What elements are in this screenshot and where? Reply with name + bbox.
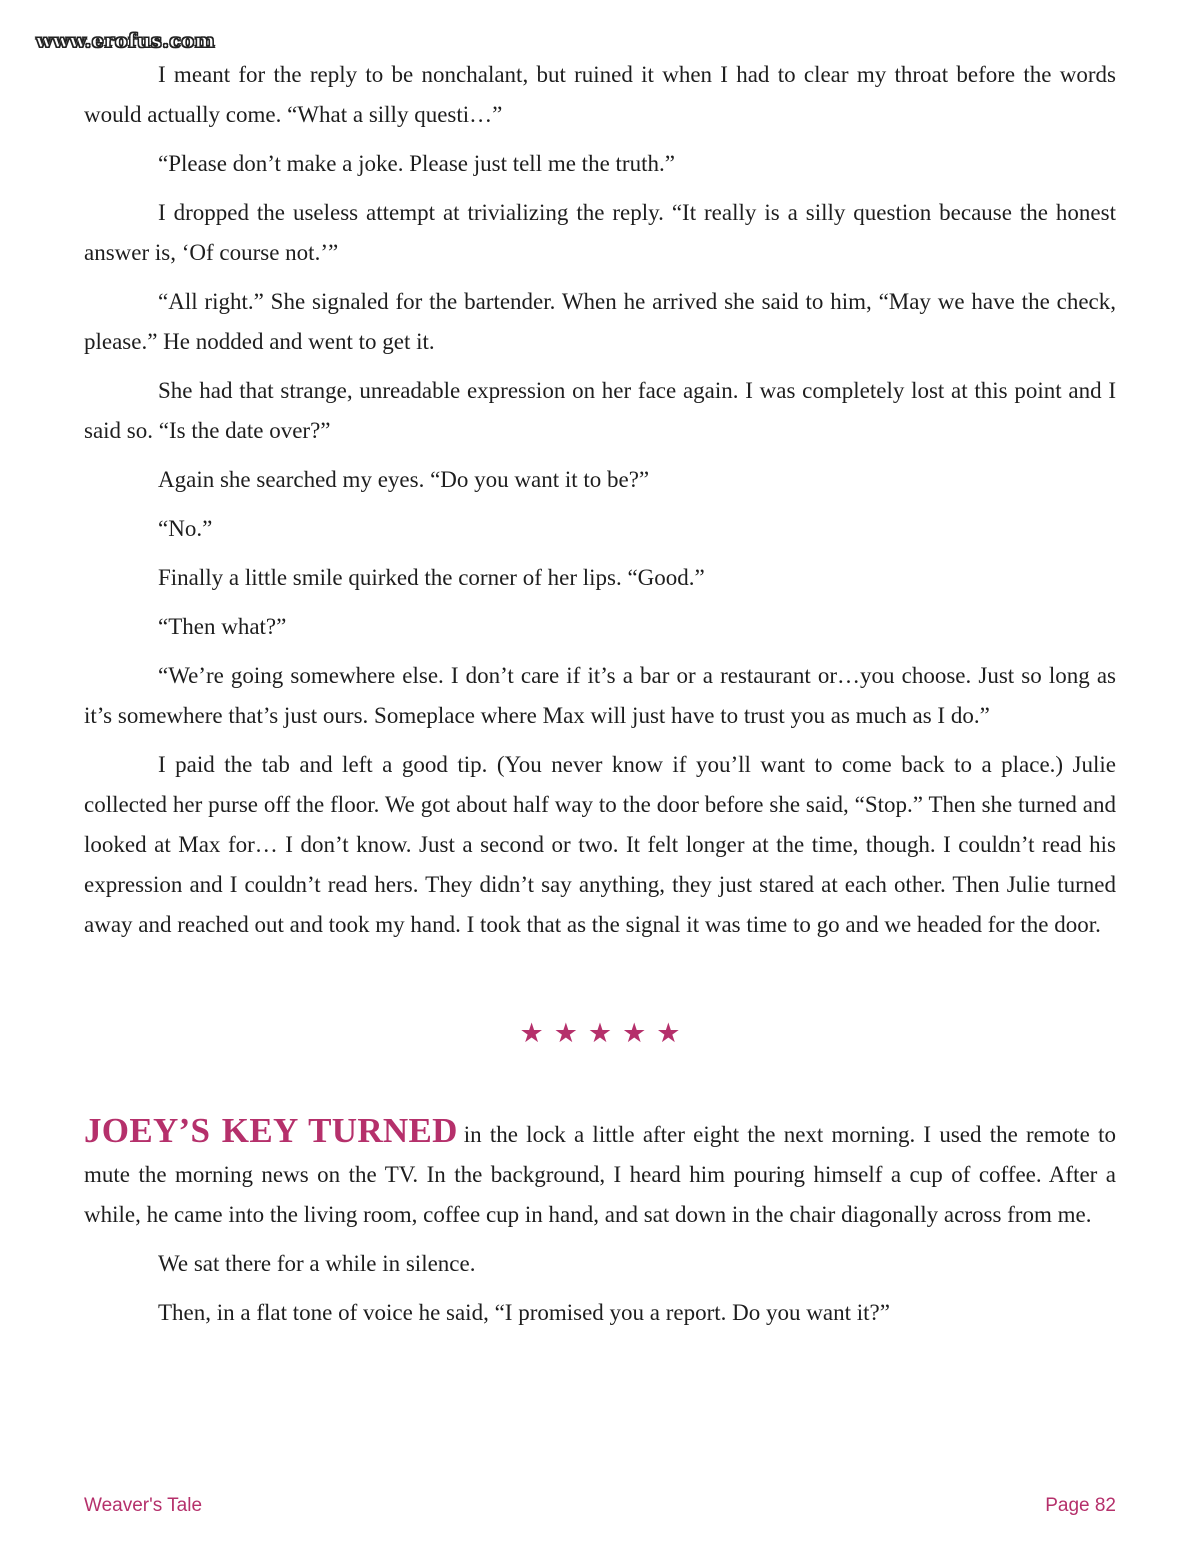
section-opening-text: in the lock a little after eight the next morning. I used the remote to mute the morning news on the TV. In the background, I heard him pouring himself a cup of coffee. After a while, he came into the living room, coffee cup in hand, and sat down in the chair diagonally across from me.: [84, 1122, 1116, 1227]
paragraph: We sat there for a while in silence.: [158, 1251, 476, 1276]
section-lead-in: JOEY’S KEY TURNED: [84, 1111, 458, 1150]
paragraph: “We’re going somewhere else. I don’t care if it’s a bar or a restaurant or…you choose. Just so long as it’s somewhere that’s just ours. Someplace where Max will just have to trust you as much as I do.”: [84, 663, 1116, 728]
footer-page-number: Page 82: [1045, 1495, 1116, 1516]
paragraph: “Then what?”: [158, 614, 287, 639]
page-body: [84, 55, 1116, 1342]
paragraph: “Please don’t make a joke. Please just tell me the truth.”: [158, 151, 675, 176]
paragraph: She had that strange, unreadable expression on her face again. I was completely lost at this point and I said so. “Is the date over?”: [84, 378, 1116, 443]
section-opening-paragraph: [84, 1111, 1116, 1235]
footer-book-title: Weaver's Tale: [84, 1495, 203, 1516]
paragraph: “All right.” She signaled for the bartender. When he arrived she said to him, “May we have the check, please.” He nodded and went to get it.: [84, 289, 1116, 354]
paragraph: Again she searched my eyes. “Do you want it to be?”: [158, 467, 650, 492]
paragraph: I meant for the reply to be nonchalant, but ruined it when I had to clear my throat before the words would actually come. “What a silly questi…”: [84, 62, 1116, 127]
paragraph: Then, in a flat tone of voice he said, “I promised you a report. Do you want it?”: [158, 1300, 890, 1325]
section-separator-stars: ★★★★★: [519, 1018, 691, 1048]
watermark: www.erofus.com: [36, 30, 216, 52]
paragraph: I dropped the useless attempt at trivializing the reply. “It really is a silly question because the honest answer is, ‘Of course not.’”: [84, 200, 1116, 265]
paragraph: I paid the tab and left a good tip. (You never know if you’ll want to come back to a place.) Julie collected her purse off the floor. We got about half way to the door before she said, “Stop.” Then she turned and looked at Max for… I don’t know. Just a second or two. It felt longer at the time, though. I couldn’t read his expression and I couldn’t read hers. They didn’t say anything, they just stared at each other. Then Julie turned away and reached out and took my hand. I took that as the signal it was time to go and we headed for the door.: [84, 752, 1116, 937]
paragraph: Finally a little smile quirked the corner of her lips. “Good.”: [158, 565, 705, 590]
paragraph: “No.”: [158, 516, 213, 541]
